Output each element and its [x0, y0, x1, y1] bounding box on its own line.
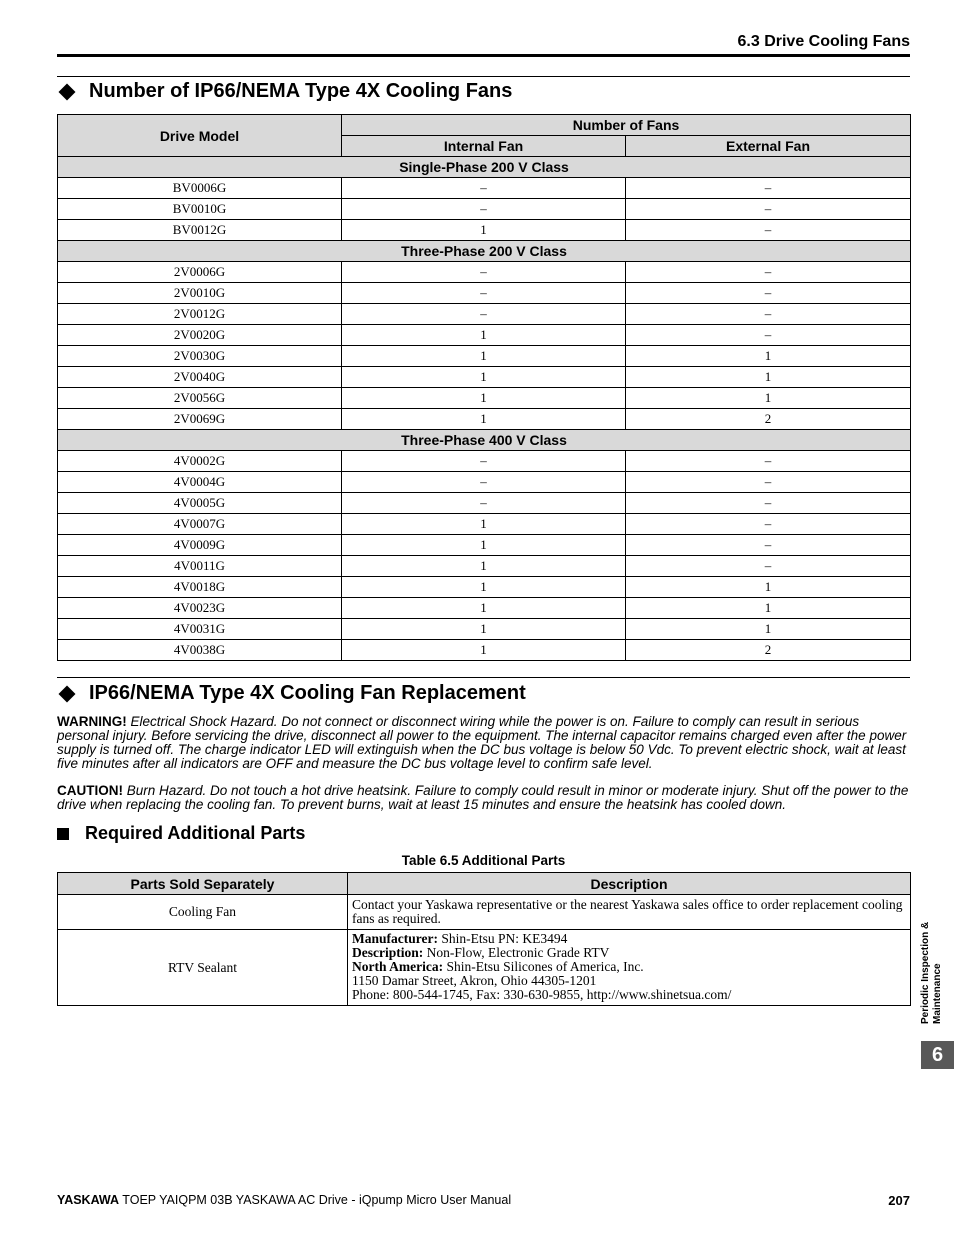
internal-fan-cell: 1 [342, 577, 626, 598]
table-row [58, 577, 911, 598]
external-fan-cell: – [626, 325, 911, 346]
external-fan-cell: – [626, 220, 911, 241]
desc-line: Phone: 800-544-1745, Fax: 330-630-9855, http://www.shinetsua.com/ [352, 987, 732, 1002]
table-row [58, 598, 911, 619]
external-fan-cell: – [626, 262, 911, 283]
desc-line: North America: Shin-Etsu Silicones of America, Inc. [352, 959, 644, 974]
group-row [58, 157, 911, 178]
col-header-parts: Parts Sold Separately [58, 873, 348, 895]
drive-model-cell: 2V0069G [58, 409, 342, 430]
table-row [58, 262, 911, 283]
external-fan-cell: – [626, 451, 911, 472]
table-row [58, 640, 911, 661]
table-row [58, 556, 911, 577]
footer-doc-title: TOEP YAIQPM 03B YASKAWA AC Drive - iQpump Micro User Manual [119, 1193, 512, 1207]
section-heading-text: IP66/NEMA Type 4X Cooling Fan Replacement [89, 682, 526, 704]
table-row [58, 304, 911, 325]
footer-brand: YASKAWA [57, 1193, 120, 1207]
internal-fan-cell: 1 [342, 388, 626, 409]
table-row [58, 895, 911, 930]
caution-text: Burn Hazard. Do not touch a hot drive heatsink. Failure to comply could result in minor or moderate injury. Shut off the power to the drive when replacing the cooling fan. To prevent burns, wait at least 15 minutes and ensure the heatsink has cooled down. [57, 783, 909, 812]
drive-model-cell: 4V0009G [58, 535, 342, 556]
drive-model-cell: 2V0056G [58, 388, 342, 409]
external-fan-cell: – [626, 556, 911, 577]
warning-paragraph [57, 715, 910, 771]
square-bullet-icon [57, 828, 69, 840]
table-row [58, 472, 911, 493]
external-fan-cell: 2 [626, 409, 911, 430]
table-row [58, 514, 911, 535]
drive-model-cell: 4V0023G [58, 598, 342, 619]
external-fan-cell: 1 [626, 388, 911, 409]
drive-model-cell: 2V0010G [58, 283, 342, 304]
internal-fan-cell: 1 [342, 535, 626, 556]
table-row [58, 493, 911, 514]
internal-fan-cell: – [342, 199, 626, 220]
voltage-class-header: Three-Phase 200 V Class [58, 241, 911, 262]
drive-model-cell: 4V0031G [58, 619, 342, 640]
external-fan-cell: 1 [626, 619, 911, 640]
table-row [58, 199, 911, 220]
internal-fan-cell: 1 [342, 346, 626, 367]
part-description: Contact your Yaskawa representative or the nearest Yaskawa sales office to order replacement cooling fans as required. [348, 895, 911, 930]
group-row [58, 241, 911, 262]
drive-model-cell: 4V0038G [58, 640, 342, 661]
internal-fan-cell: 1 [342, 598, 626, 619]
fan-count-table-body [58, 157, 911, 661]
running-header: 6.3 Drive Cooling Fans [737, 33, 910, 50]
col-header-internal-fan: Internal Fan [342, 136, 626, 157]
internal-fan-cell: 1 [342, 640, 626, 661]
table-row [58, 178, 911, 199]
external-fan-cell: – [626, 514, 911, 535]
table-row [58, 283, 911, 304]
internal-fan-cell: 1 [342, 220, 626, 241]
table-caption: Table 6.5 Additional Parts [401, 853, 566, 868]
table-row [58, 930, 911, 1006]
external-fan-cell: 2 [626, 640, 911, 661]
table-row [58, 535, 911, 556]
external-fan-cell: – [626, 535, 911, 556]
internal-fan-cell: – [342, 178, 626, 199]
diamond-bullet-icon [59, 685, 76, 702]
drive-model-cell: 4V0002G [58, 451, 342, 472]
internal-fan-cell: – [342, 493, 626, 514]
internal-fan-cell: – [342, 262, 626, 283]
page-number: 207 [888, 1193, 910, 1208]
warning-label: WARNING! [57, 714, 127, 729]
table-row [58, 367, 911, 388]
desc-line: Description: Non-Flow, Electronic Grade RTV [352, 945, 610, 960]
header-rule [57, 54, 910, 57]
table-row [58, 388, 911, 409]
external-fan-cell: 1 [626, 346, 911, 367]
col-header-drive-model: Drive Model [58, 115, 342, 157]
part-name: Cooling Fan [58, 895, 348, 930]
section-heading-text: Number of IP66/NEMA Type 4X Cooling Fans [89, 80, 513, 102]
caution-label: CAUTION! [57, 783, 123, 798]
external-fan-cell: – [626, 472, 911, 493]
drive-model-cell: 4V0005G [58, 493, 342, 514]
drive-model-cell: 2V0006G [58, 262, 342, 283]
drive-model-cell: BV0006G [58, 178, 342, 199]
internal-fan-cell: 1 [342, 619, 626, 640]
internal-fan-cell: 1 [342, 409, 626, 430]
internal-fan-cell: – [342, 304, 626, 325]
section-rule [57, 677, 910, 678]
col-header-external-fan: External Fan [626, 136, 911, 157]
drive-model-cell: 4V0011G [58, 556, 342, 577]
group-row [58, 430, 911, 451]
diamond-bullet-icon [59, 83, 76, 100]
drive-model-cell: 4V0007G [58, 514, 342, 535]
drive-model-cell: 2V0012G [58, 304, 342, 325]
fan-count-table [57, 114, 911, 661]
voltage-class-header: Three-Phase 400 V Class [58, 430, 911, 451]
external-fan-cell: – [626, 493, 911, 514]
table-row [58, 346, 911, 367]
caution-paragraph [57, 784, 910, 812]
internal-fan-cell: 1 [342, 367, 626, 388]
part-description [348, 930, 911, 1006]
additional-parts-table [57, 872, 911, 1006]
internal-fan-cell: 1 [342, 556, 626, 577]
external-fan-cell: – [626, 283, 911, 304]
drive-model-cell: BV0010G [58, 199, 342, 220]
subsection-heading-text: Required Additional Parts [85, 823, 306, 843]
internal-fan-cell: – [342, 451, 626, 472]
warning-text: Electrical Shock Hazard. Do not connect or disconnect wiring while the power is on. Failure to comply can result in serious personal injury. Before servicing the drive, disconnect all power to the equipment. The internal capacitor remains charged even after the power supply is turned off. The charge indicator LED will extinguish when the DC bus voltage is below 50 Vdc. To prevent electric shock, wait at least five minutes after all indicators are OFF and measure the DC bus voltage level to confirm safe level. [57, 714, 907, 771]
drive-model-cell: 2V0040G [58, 367, 342, 388]
chapter-tab: 6 [921, 1041, 954, 1069]
section-heading-fan-replacement [57, 682, 526, 705]
external-fan-cell: – [626, 304, 911, 325]
drive-model-cell: 4V0018G [58, 577, 342, 598]
table-row [58, 619, 911, 640]
internal-fan-cell: – [342, 283, 626, 304]
internal-fan-cell: 1 [342, 514, 626, 535]
drive-model-cell: 4V0004G [58, 472, 342, 493]
section-rule [57, 76, 910, 77]
drive-model-cell: 2V0030G [58, 346, 342, 367]
subsection-heading [57, 823, 305, 844]
voltage-class-header: Single-Phase 200 V Class [58, 157, 911, 178]
external-fan-cell: 1 [626, 577, 911, 598]
external-fan-cell: – [626, 178, 911, 199]
footer-document [57, 1193, 511, 1207]
external-fan-cell: 1 [626, 367, 911, 388]
external-fan-cell: 1 [626, 598, 911, 619]
table-row [58, 451, 911, 472]
section-heading-fan-count [57, 80, 512, 103]
chapter-side-label: Periodic Inspection & Maintenance [920, 921, 943, 1024]
part-name: RTV Sealant [58, 930, 348, 1006]
drive-model-cell: 2V0020G [58, 325, 342, 346]
external-fan-cell: – [626, 199, 911, 220]
drive-model-cell: BV0012G [58, 220, 342, 241]
table-row [58, 325, 911, 346]
table-row [58, 220, 911, 241]
internal-fan-cell: 1 [342, 325, 626, 346]
col-header-number-of-fans: Number of Fans [342, 115, 911, 136]
desc-line: Manufacturer: Shin-Etsu PN: KE3494 [352, 931, 568, 946]
table-row [58, 409, 911, 430]
desc-line: 1150 Damar Street, Akron, Ohio 44305-1201 [352, 973, 597, 988]
internal-fan-cell: – [342, 472, 626, 493]
col-header-description: Description [348, 873, 911, 895]
